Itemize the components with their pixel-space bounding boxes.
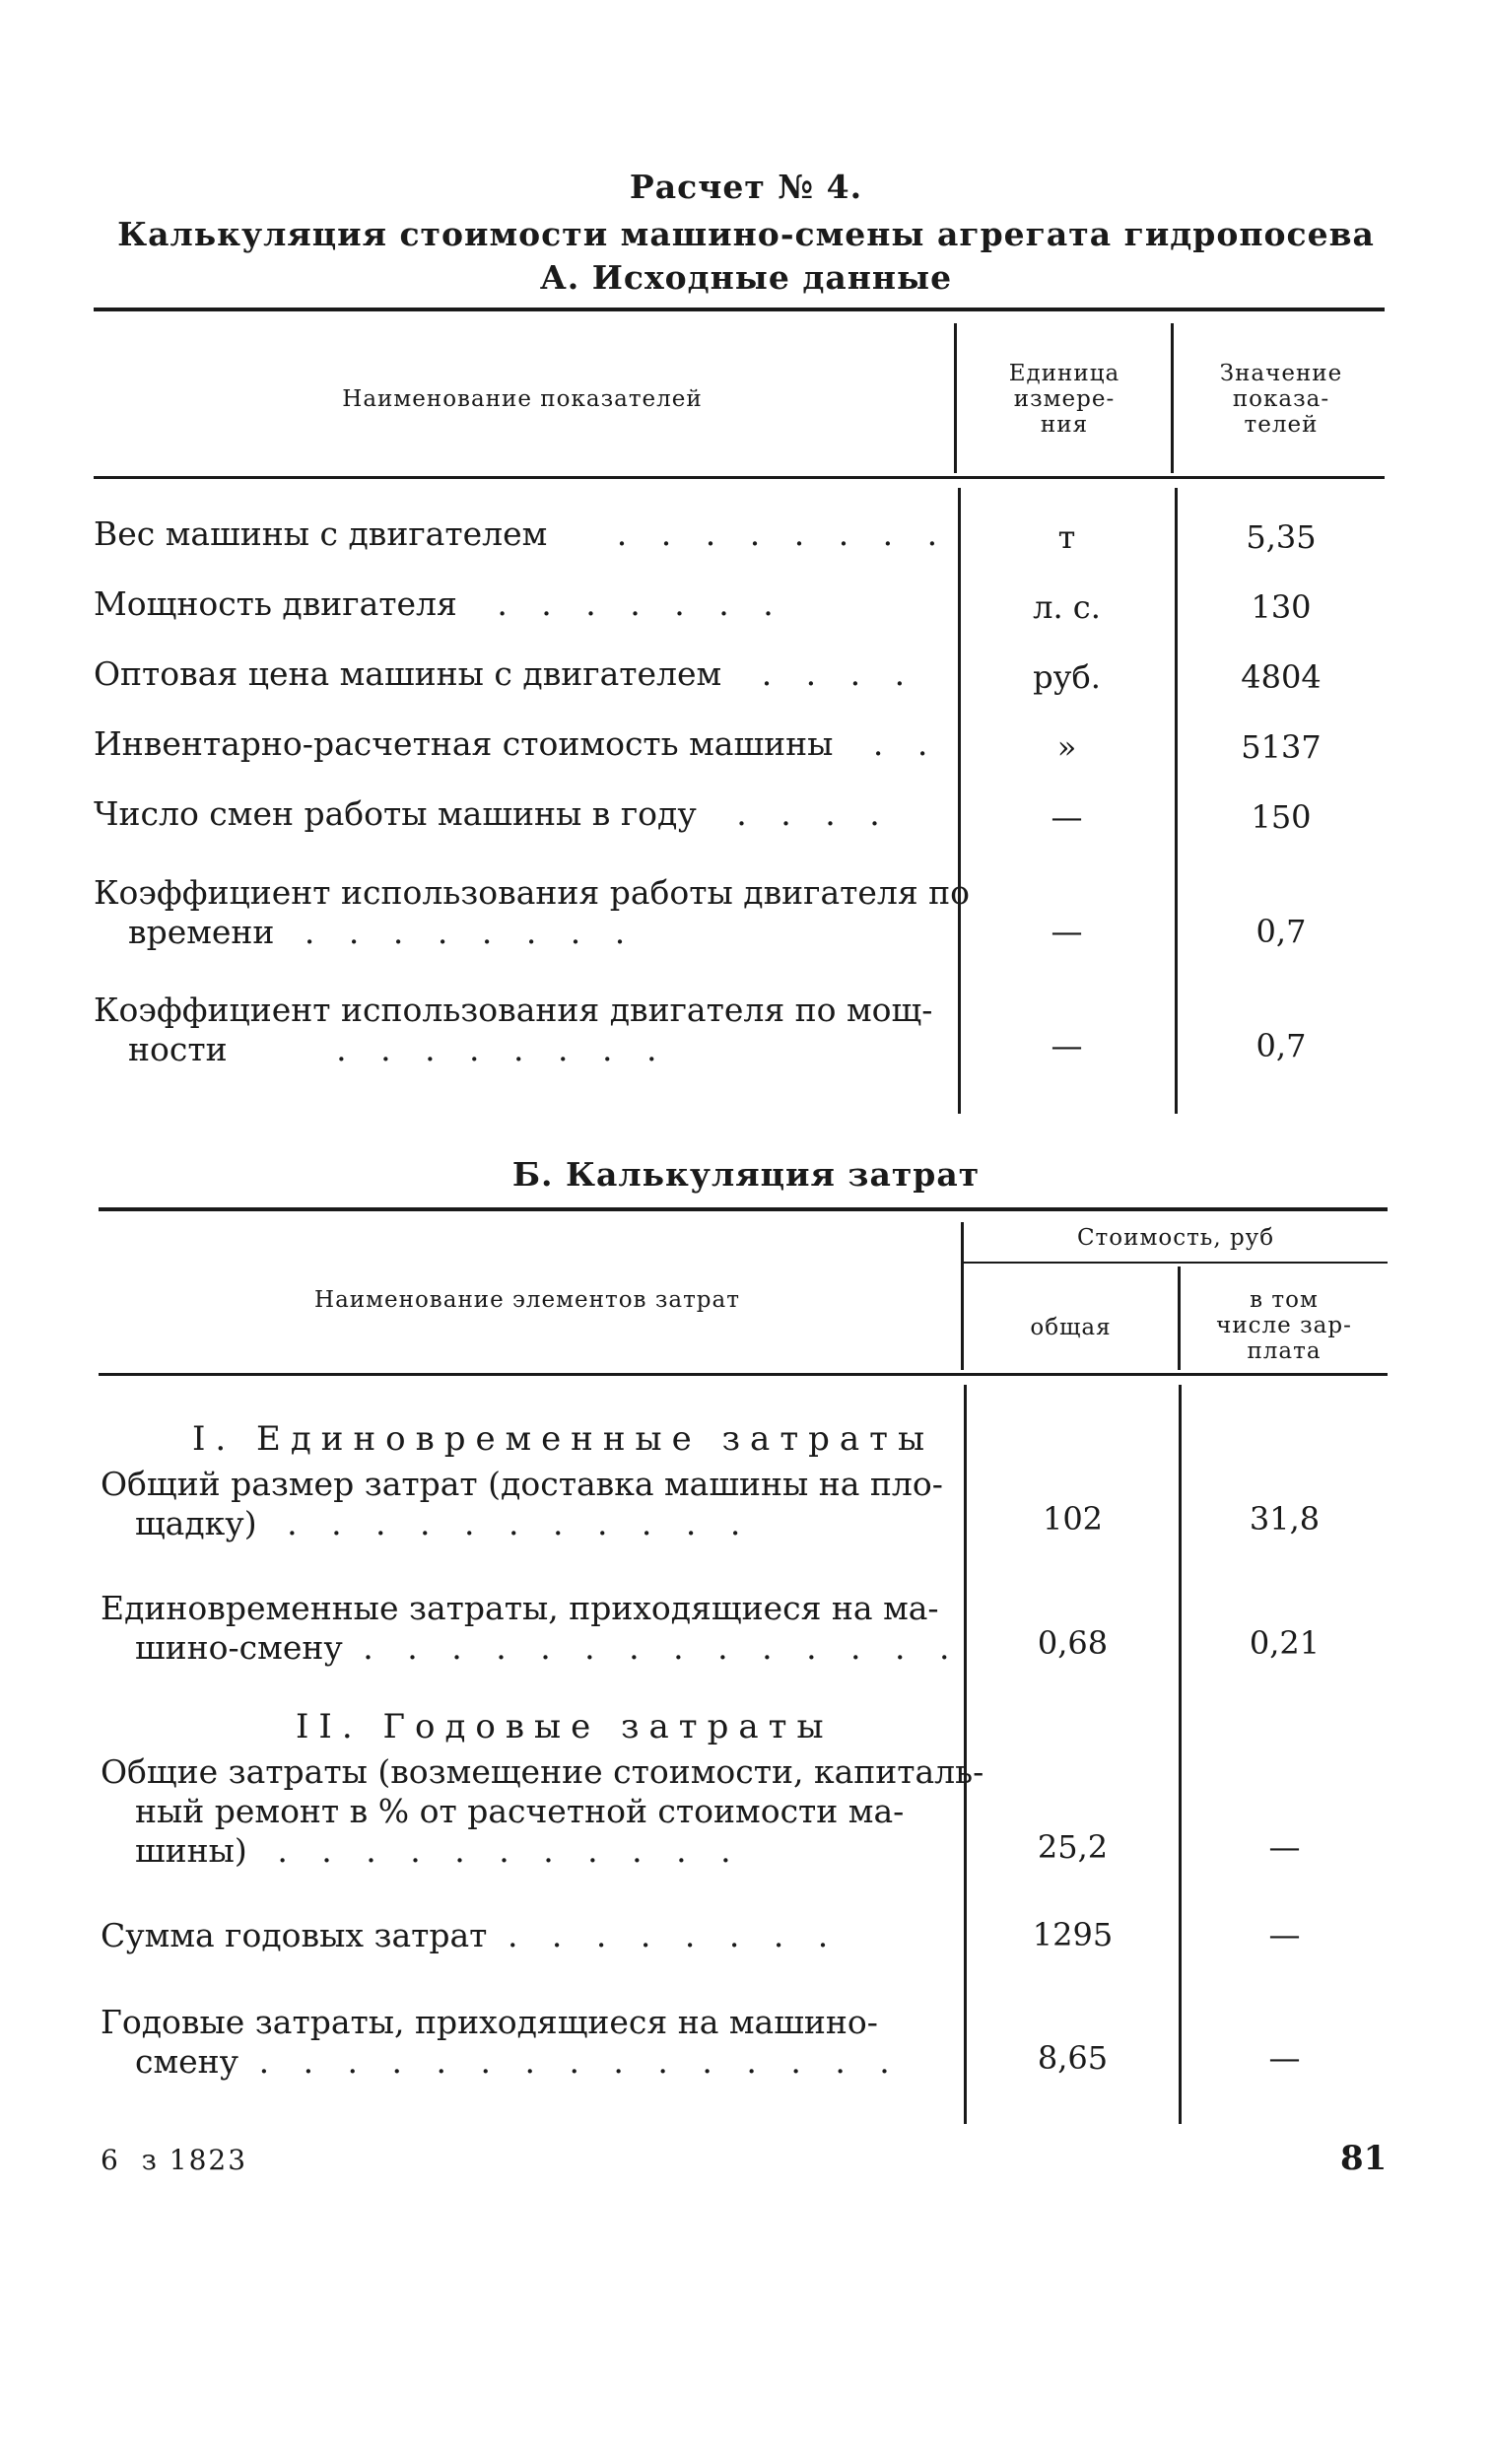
row-unit: » xyxy=(1056,728,1077,766)
page-title: Калькуляция стоимости машино-смены агрегата гидропосева xyxy=(117,215,1375,253)
leader-dots: . . . . . . . . . . . . . . xyxy=(363,1628,962,1667)
header-line: телей xyxy=(1244,412,1319,438)
row-total: 1295 xyxy=(1032,1916,1114,1953)
row-name-cont: ный ремонт в % от расчетной стоимости ма- xyxy=(135,1792,905,1830)
header-line: ния xyxy=(1040,412,1089,438)
table-a-col-divider xyxy=(954,323,957,473)
row-wage: — xyxy=(1268,1916,1301,1953)
table-row xyxy=(94,654,916,694)
leader-dots: . . . . . . . . xyxy=(336,1030,669,1068)
table-b-col-cost-header: Стоимость, руб xyxy=(1076,1225,1275,1251)
leader-dots: . . . . . . . . . . . xyxy=(287,1504,753,1542)
leader-dots: . . xyxy=(872,724,940,763)
row-unit: л. с. xyxy=(1033,588,1101,626)
row-unit: т xyxy=(1057,518,1076,556)
row-unit: — xyxy=(1051,798,1083,836)
leader-dots: . . . . . . . xyxy=(497,584,785,623)
header-line: плата xyxy=(1247,1338,1322,1364)
row-name-cont: шино-смену xyxy=(135,1628,343,1667)
leader-dots: . . . . xyxy=(736,794,892,833)
table-row xyxy=(94,873,970,952)
table-a-col-divider xyxy=(1171,323,1174,473)
footer-signature: 6 з 1823 xyxy=(101,2144,248,2176)
table-row xyxy=(101,1589,962,1668)
row-value: 0,7 xyxy=(1255,913,1307,950)
row-value: 0,7 xyxy=(1255,1027,1307,1064)
row-name-cont: шины) xyxy=(135,1831,247,1870)
table-row xyxy=(94,794,892,834)
row-name: Единовременные затраты, приходящиеся на ма- xyxy=(101,1589,939,1627)
row-name-cont: времени xyxy=(128,913,275,951)
table-b-col-name-header: Наименование элементов затрат xyxy=(314,1287,740,1313)
header-line: показа- xyxy=(1232,386,1330,412)
table-row xyxy=(101,2003,902,2082)
row-name: Коэффициент использования двигателя по мощ- xyxy=(94,991,933,1029)
row-name: Число смен работы машины в году xyxy=(94,794,697,833)
table-b-col-total-header: общая xyxy=(1030,1315,1112,1340)
row-value: 150 xyxy=(1251,798,1312,836)
row-name: Годовые затраты, приходящиеся на машино- xyxy=(101,2003,878,2041)
row-name-cont: ности xyxy=(128,1030,228,1068)
row-total: 102 xyxy=(1042,1500,1104,1538)
row-value: 5,35 xyxy=(1246,518,1317,556)
leader-dots: . . . . xyxy=(761,654,917,693)
header-line: Единица xyxy=(1008,361,1120,386)
row-name: Общие затраты (возмещение стоимости, капиталь- xyxy=(101,1752,984,1791)
header-line: измере- xyxy=(1013,386,1116,412)
section-b-title: Б. Калькуляция затрат xyxy=(511,1155,981,1194)
header-line: числе зар- xyxy=(1216,1313,1352,1338)
table-a-top-rule xyxy=(94,308,1385,311)
leader-dots: . . . . . . . . . . . xyxy=(277,1831,743,1870)
row-value: 5137 xyxy=(1241,728,1322,766)
table-b-cost-rule xyxy=(964,1262,1388,1264)
calc-number: Расчет № 4. xyxy=(629,168,863,206)
row-name: Сумма годовых затрат xyxy=(101,1916,488,1954)
row-total: 8,65 xyxy=(1037,2039,1109,2077)
row-name: Оптовая цена машины с двигателем xyxy=(94,654,722,693)
leader-dots: . . . . . . . . xyxy=(304,913,638,951)
row-value: 4804 xyxy=(1241,658,1322,696)
row-name: Коэффициент использования работы двигателя по xyxy=(94,873,971,912)
section-heading: I. Единовременные затраты xyxy=(192,1419,935,1459)
page-number: 81 xyxy=(1340,2139,1388,2178)
table-a-col-unit-header xyxy=(961,361,1168,438)
section-a-title: А. Исходные данные xyxy=(539,258,953,297)
row-name: Вес машины с двигателем xyxy=(94,514,548,553)
row-name: Общий размер затрат (доставка машины на пло- xyxy=(101,1465,943,1503)
table-b-col-divider xyxy=(1179,1385,1182,2124)
row-name: Мощность двигателя xyxy=(94,584,457,623)
row-unit: руб. xyxy=(1033,658,1101,696)
leader-dots: . . . . . . . . . . . . . . . xyxy=(258,2042,902,2081)
table-a-col-name-header: Наименование показателей xyxy=(342,386,703,412)
row-name-cont: смену xyxy=(135,2042,239,2081)
table-row xyxy=(94,991,932,1069)
header-line: Значение xyxy=(1219,361,1343,386)
row-unit: — xyxy=(1051,1027,1083,1064)
row-wage: 0,21 xyxy=(1249,1624,1321,1662)
row-total: 25,2 xyxy=(1037,1828,1109,1866)
table-row xyxy=(101,1916,840,1955)
table-b-header-rule xyxy=(99,1373,1388,1376)
row-total: 0,68 xyxy=(1037,1624,1109,1662)
table-b-top-rule xyxy=(99,1207,1388,1211)
table-row xyxy=(101,1465,943,1543)
table-row xyxy=(94,514,949,554)
table-a-col-value-header xyxy=(1178,361,1385,438)
table-row xyxy=(101,1752,983,1871)
row-unit: — xyxy=(1051,913,1083,950)
section-heading: II. Годовые затраты xyxy=(296,1707,834,1746)
row-name-cont: щадку) xyxy=(135,1504,257,1542)
row-wage: — xyxy=(1268,1828,1301,1866)
row-wage: — xyxy=(1268,2039,1301,2077)
leader-dots: . . . . . . . . xyxy=(616,514,950,553)
table-a-header-rule xyxy=(94,476,1385,479)
leader-dots: . . . . . . . . xyxy=(507,1916,841,1954)
table-row xyxy=(94,724,939,764)
row-name: Инвентарно-расчетная стоимость машины xyxy=(94,724,834,763)
table-b-col-wage-header xyxy=(1181,1287,1388,1364)
row-value: 130 xyxy=(1251,588,1312,626)
row-wage: 31,8 xyxy=(1249,1500,1321,1538)
table-row xyxy=(94,584,785,624)
header-line: в том xyxy=(1250,1287,1319,1313)
